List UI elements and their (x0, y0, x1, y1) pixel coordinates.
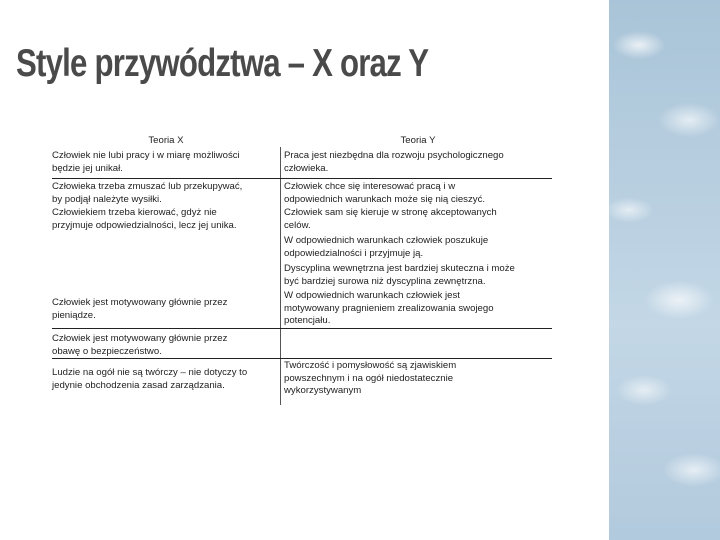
y-cell: Twórczość i pomysłowość są zjawiskiem powszechnym i na ogół niedostatecznie wykorzystywanym (284, 360, 457, 396)
x-cell: Człowieka trzeba zmuszać lub przekupywać, by podjął należyte wysiłki. (52, 181, 243, 205)
table-header-row (52, 135, 552, 149)
sky-background-image (609, 0, 720, 540)
row-divider (52, 358, 552, 359)
header-theory-y: Teoria Y (400, 135, 436, 146)
y-cell: W odpowiednich warunkach człowiek poszukuje odpowiedzialności i przyjmuje ją. (284, 235, 489, 259)
x-cell: Człowiek nie lubi pracy i w miarę możliwości będzie jej unikał. (52, 150, 240, 174)
y-cell: W odpowiednich warunkach człowiek jest motywowany pragnieniem zrealizowania swojego potencjału. (284, 290, 494, 326)
y-cell: Dyscyplina wewnętrzna jest bardziej skuteczna i może być bardziej surowa niż dyscyplina zewnętrzna. (284, 263, 515, 287)
row-divider (52, 328, 552, 329)
column-divider (280, 147, 281, 405)
header-theory-x: Teoria X (148, 135, 184, 146)
y-cell: Człowiek chce się interesować pracą i w odpowiednich warunkach może się nią cieszyć. (284, 181, 486, 205)
x-cell: Człowiek jest motywowany głównie przez obawę o bezpieczeństwo. (52, 333, 228, 357)
theory-table (52, 135, 552, 396)
row-divider (52, 178, 552, 179)
x-cell: Ludzie na ogół nie są twórczy – nie dotyczy to jedynie obchodzenia zasad zarządzania. (52, 367, 248, 391)
y-cell: Człowiek sam się kieruje w stronę akceptowanych celów. (284, 207, 497, 231)
slide-title: Style przywództwa – X oraz Y (16, 42, 429, 85)
x-cell: Człowiekiem trzeba kierować, gdyż nie przyjmuje odpowiedzialności, lecz jej unika. (52, 207, 237, 231)
y-cell: Praca jest niezbędna dla rozwoju psychologicznego człowieka. (284, 150, 504, 174)
x-cell: Człowiek jest motywowany głównie przez pieniądze. (52, 297, 228, 321)
